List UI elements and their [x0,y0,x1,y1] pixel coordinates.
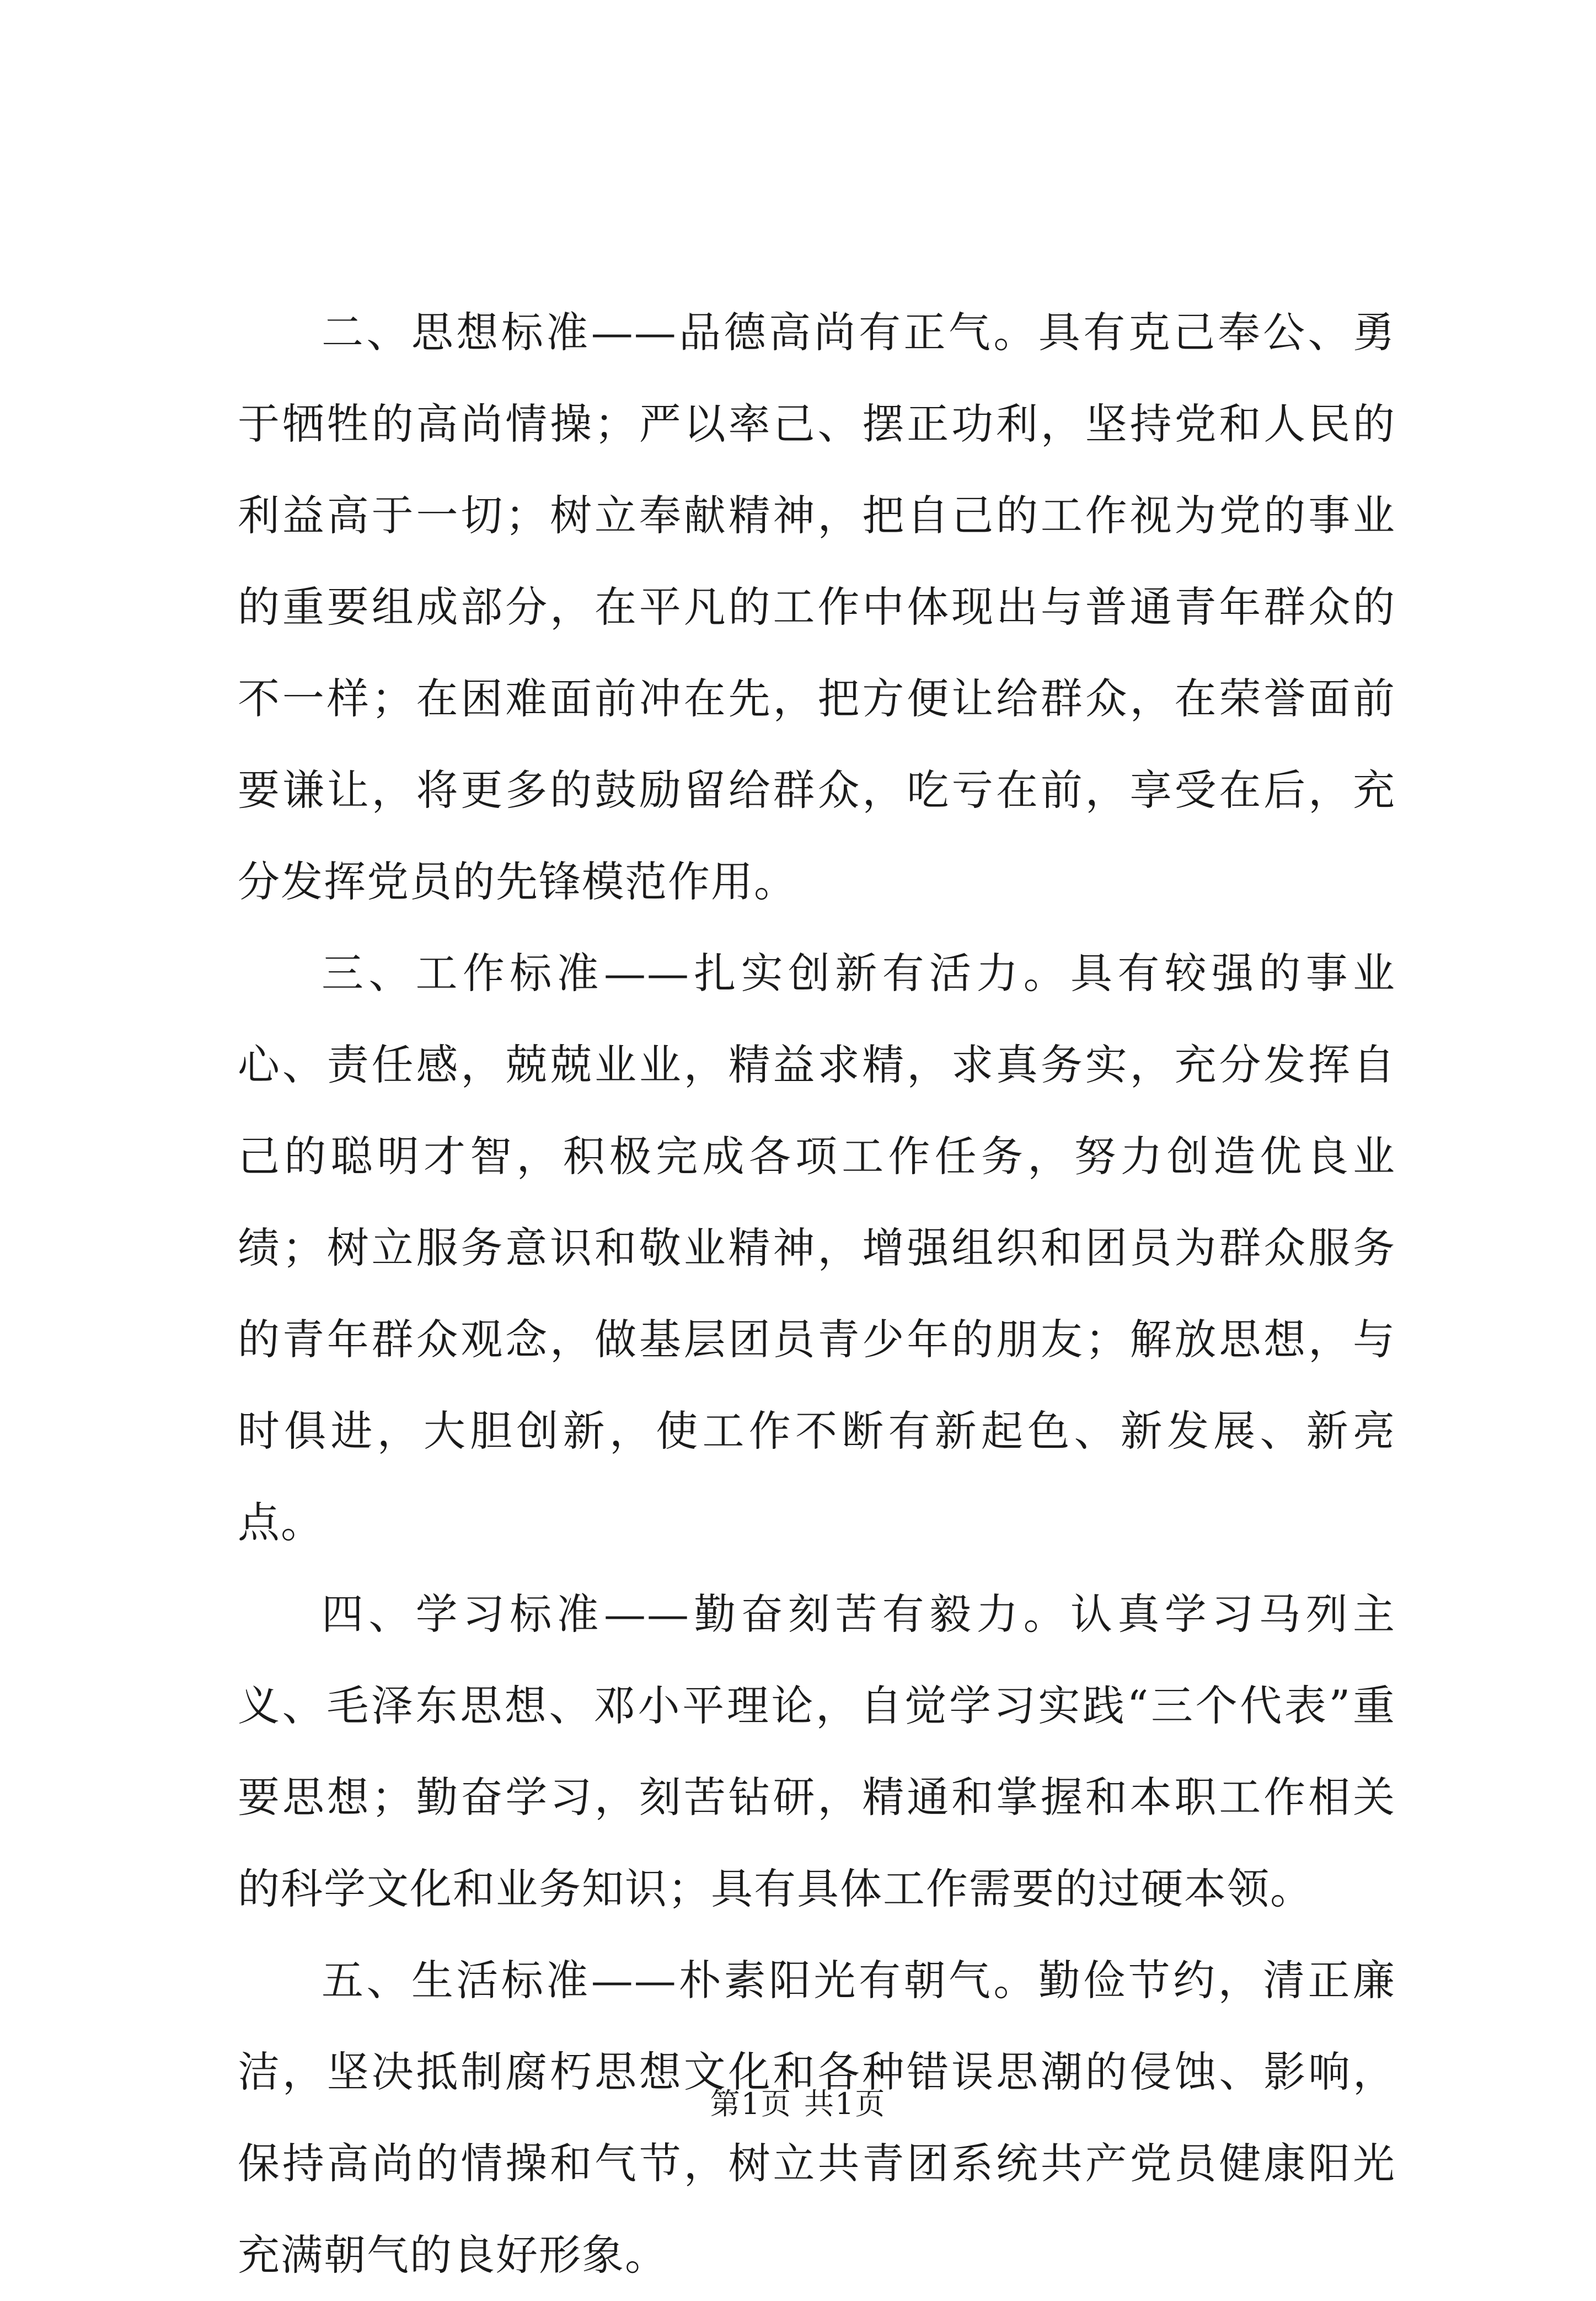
paragraph-study-standard: 四、学习标准——勤奋刻苦有毅力。认真学习马列主义、毛泽东思想、邓小平理论，自觉学习实践“三个代表”重要思想；勤奋学习，刻苦钻研，精通和掌握和本职工作相关的科学文化和业务知识；具有具体工作需要的过硬本领。 [238,1590,1396,1913]
page-footer [0,2085,1596,2123]
paragraph-work-standard: 三、工作标准——扎实创新有活力。具有较强的事业心、责任感，兢兢业业，精益求精，求真务实，充分发挥自己的聪明才智，积极完成各项工作任务，努力创造优良业绩；树立服务意识和敬业精神，增强组织和团员为群众服务的青年群众观念，做基层团员青少年的朋友；解放思想，与时俱进，大胆创新，使工作不断有新起色、新发展、新亮点。 [238,949,1396,1547]
page-total: 共1页 [804,2086,886,2121]
paragraph-life-standard: 五、生活标准——朴素阳光有朝气。勤俭节约，清正廉洁，坚决抵制腐朽思想文化和各种错误思潮的侵蚀、影响，保持高尚的情操和气节，树立共青团系统共产党员健康阳光充满朝气的良好形象。 [238,1956,1396,2279]
page-number: 第1页 [710,2086,792,2121]
paragraph-thought-standard: 二、思想标准——品德高尚有正气。具有克己奉公、勇于牺牲的高尚情操；严以率己、摆正功利，坚持党和人民的利益高于一切；树立奉献精神，把自己的工作视为党的事业的重要组成部分，在平凡的工作中体现出与普通青年群众的不一样；在困难面前冲在先，把方便让给群众，在荣誉面前要谦让，将更多的鼓励留给群众，吃亏在前，享受在后，充分发挥党员的先锋模范作用。 [238,308,1396,906]
document-body [238,287,1396,2301]
